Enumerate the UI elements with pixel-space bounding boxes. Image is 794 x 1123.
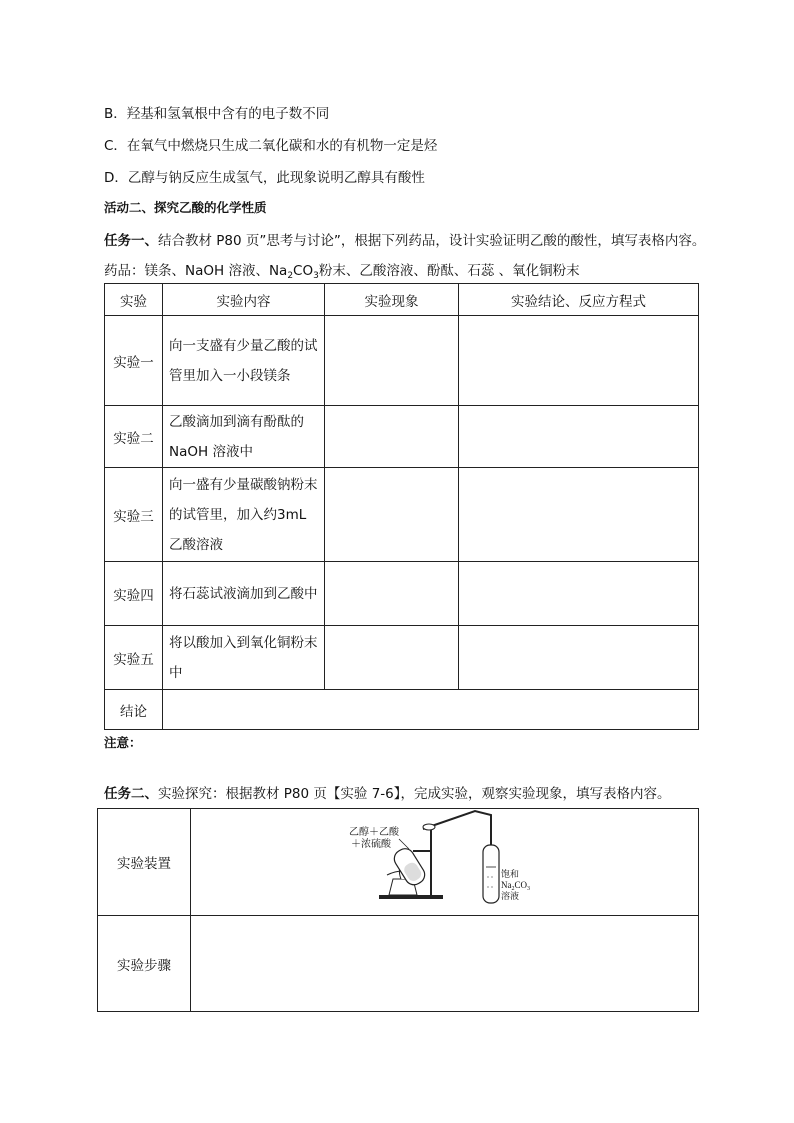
row-content-text: 向一盛有少量碳酸钠粉末的试管里，加入约3mL 乙酸溶液 xyxy=(169,476,318,553)
table-row xyxy=(105,406,699,468)
header-conclusion: 实验结论、反应方程式 xyxy=(459,284,699,316)
task2-text: 实验探究：根据教材 P80 页【实验 7-6】，完成实验，观察实验现象，填写表格内容。 xyxy=(158,786,671,802)
receiving-tube xyxy=(483,845,499,903)
header-content: 实验内容 xyxy=(163,284,325,316)
table-row xyxy=(105,562,699,626)
steps-label: 实验步骤 xyxy=(98,916,191,1012)
reagents-text-3: 粉末、乙酸溶液、酚酞、石蕊 、氧化铜粉末 xyxy=(318,263,580,279)
steps-value xyxy=(191,916,699,1012)
label-right-line3: 溶液 xyxy=(501,891,520,901)
task1-text: 结合教材 P80 页”思考与讨论”，根据下列药品，设计实验证明乙酸的酸性，填写表格内容。 xyxy=(158,233,706,249)
task2-line xyxy=(104,782,671,802)
row-phenomenon xyxy=(325,406,459,468)
table-row xyxy=(105,316,699,406)
row-conclusion xyxy=(459,562,699,626)
reagents-sub-1: 2 xyxy=(287,271,294,281)
apparatus-label: 实验装置 xyxy=(98,809,191,916)
row-name: 实验五 xyxy=(105,626,163,690)
row-phenomenon xyxy=(325,468,459,562)
row-content xyxy=(163,316,325,406)
label-right-na: Na xyxy=(501,880,512,890)
row-content-text: 将石蕊试液滴加到乙酸中 xyxy=(169,585,318,602)
row-content xyxy=(163,406,325,468)
option-b: B．羟基和氢氧根中含有的电子数不同 xyxy=(104,106,330,122)
task1-label: 任务一、 xyxy=(104,233,158,249)
row-content-text: 乙酸滴加到滴有酚酞的NaOH 溶液中 xyxy=(169,413,304,460)
row-conclusion xyxy=(459,316,699,406)
table-header-row xyxy=(105,284,699,316)
row-content xyxy=(163,468,325,562)
row-name: 实验一 xyxy=(105,316,163,406)
label-left-line1: 乙醇＋乙酸 xyxy=(349,827,399,838)
task1-line xyxy=(104,229,705,249)
row-content-text: 向一支盛有少量乙酸的试管里加入一小段镁条 xyxy=(169,337,318,384)
conclusion-value xyxy=(163,690,699,730)
apparatus-row xyxy=(98,809,699,916)
activity2-title: 活动二、探究乙酸的化学性质 xyxy=(104,200,267,215)
delivery-tube xyxy=(423,811,491,855)
reagents-line xyxy=(104,259,580,279)
row-phenomenon xyxy=(325,562,459,626)
option-c: C．在氧气中燃烧只生成二氧化碳和水的有机物一定是烃 xyxy=(104,138,438,154)
header-experiment: 实验 xyxy=(105,284,163,316)
label-pointer xyxy=(399,839,409,849)
row-content xyxy=(163,562,325,626)
option-d: D．乙醇与钠反应生成氢气，此现象说明乙醇具有酸性 xyxy=(104,170,425,186)
label-right-sub1: 2 xyxy=(511,886,515,892)
row-conclusion xyxy=(459,468,699,562)
steps-row xyxy=(98,916,699,1012)
row-content-text: 将以酸加入到氧化铜粉末中 xyxy=(169,634,318,681)
reagents-text-1: 药品：镁条、NaOH 溶液、Na xyxy=(104,263,288,279)
apparatus-diagram xyxy=(191,809,699,915)
header-phenomenon: 实验现象 xyxy=(325,284,459,316)
label-right-sub2: 3 xyxy=(527,886,531,892)
conclusion-label: 结论 xyxy=(105,690,163,730)
reagents-sub-2: 3 xyxy=(313,271,319,281)
stand-base xyxy=(379,895,443,899)
apparatus-cell xyxy=(191,809,699,916)
row-conclusion xyxy=(459,406,699,468)
experiment-table xyxy=(104,283,699,730)
conclusion-row xyxy=(105,690,699,730)
table-row xyxy=(105,468,699,562)
task2-label: 任务二、 xyxy=(104,786,158,802)
row-name: 实验四 xyxy=(105,562,163,626)
row-content xyxy=(163,626,325,690)
label-left-line2: ＋浓硫酸 xyxy=(351,839,391,850)
row-phenomenon xyxy=(325,626,459,690)
label-right-line1: 饱和 xyxy=(501,869,520,879)
row-conclusion xyxy=(459,626,699,690)
stopper xyxy=(423,824,435,830)
note-label: 注意： xyxy=(104,735,142,750)
apparatus-table xyxy=(97,808,699,1012)
row-name: 实验二 xyxy=(105,406,163,468)
row-phenomenon xyxy=(325,316,459,406)
label-right-co: CO xyxy=(514,880,528,890)
reagents-text-2: CO xyxy=(293,263,314,279)
row-name: 实验三 xyxy=(105,468,163,562)
table-row xyxy=(105,626,699,690)
